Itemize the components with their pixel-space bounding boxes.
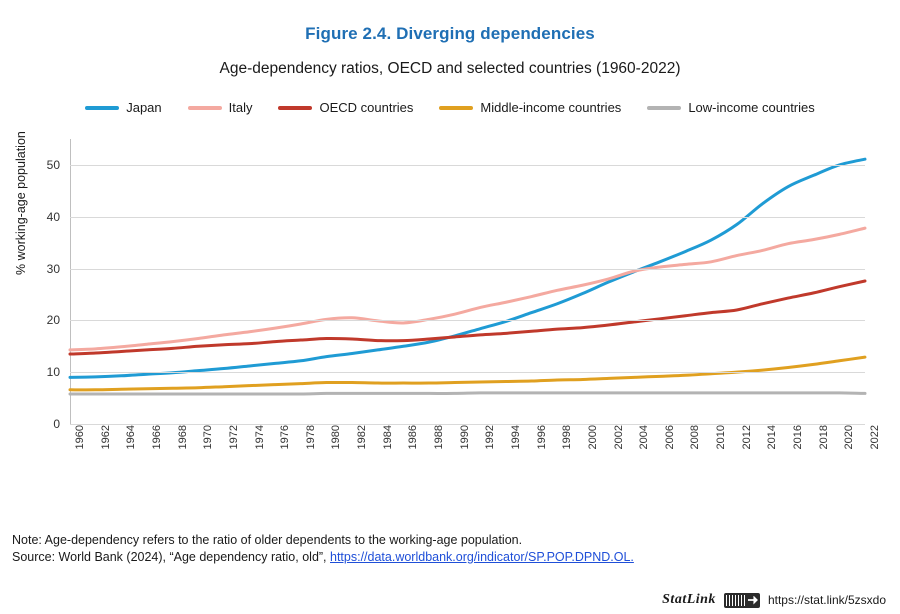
x-tick-label: 1978 [304, 425, 317, 450]
legend-item [439, 100, 621, 115]
x-tick-label: 2010 [715, 425, 728, 450]
legend-item [85, 100, 161, 115]
figure-notes [12, 532, 634, 566]
legend-swatch [439, 106, 473, 110]
y-axis-label: % working-age population [14, 131, 28, 275]
series-lines [70, 139, 865, 424]
source-link[interactable]: https://data.worldbank.org/indicator/SP.POP.DPND.OL. [330, 550, 634, 564]
statlink-url[interactable]: https://stat.link/5zsxdo [767, 593, 886, 607]
figure-title: Figure 2.4. Diverging dependencies [305, 24, 595, 43]
y-tick-label: 10 [46, 365, 60, 380]
source-prefix: Source: World Bank (2024), “Age dependency ratio, old”, [12, 550, 330, 564]
y-tick-label: 20 [46, 313, 60, 328]
legend-swatch [188, 106, 222, 110]
x-tick-label: 1964 [125, 425, 138, 450]
note-line: Note: Age-dependency refers to the ratio of older dependents to the working-age population. [12, 533, 523, 547]
x-tick-label: 1998 [561, 425, 574, 450]
x-tick-label: 1972 [227, 425, 240, 450]
x-tick-label: 1992 [484, 425, 497, 450]
legend-label: OECD countries [319, 100, 414, 115]
x-tick-label: 1984 [381, 425, 394, 450]
x-tick-label: 1988 [433, 425, 446, 450]
x-tick-label: 2022 [869, 425, 881, 450]
legend-swatch [278, 106, 312, 110]
x-tick-label: 1986 [407, 425, 420, 450]
x-tick-label: 1970 [202, 425, 215, 450]
x-tick-label: 2008 [689, 425, 702, 450]
legend-label: Low-income countries [688, 100, 815, 115]
x-tick-label: 1994 [509, 425, 522, 450]
gridline [70, 217, 865, 218]
x-tick-label: 2002 [612, 425, 625, 450]
legend-swatch [85, 106, 119, 110]
x-tick-label: 1980 [330, 425, 343, 450]
series-line [70, 281, 865, 354]
figure-subtitle: Age-dependency ratios, OECD and selected countries (1960-2022) [219, 60, 681, 77]
statlink-word: StatLink [662, 592, 716, 607]
chart-area [0, 125, 900, 485]
x-tick-label: 1974 [253, 425, 266, 450]
legend-item [647, 100, 814, 115]
series-line [70, 357, 865, 390]
y-tick-label: 50 [46, 157, 60, 172]
x-tick-label: 1968 [176, 425, 189, 450]
x-tick-label: 1990 [458, 425, 471, 450]
gridline [70, 372, 865, 373]
x-tick-label: 2018 [817, 425, 830, 450]
legend-label: Japan [126, 100, 162, 115]
x-tick-label: 1960 [74, 425, 86, 450]
legend-item [278, 100, 413, 115]
x-tick-label: 2016 [792, 425, 805, 450]
x-tick-label: 2014 [766, 425, 779, 450]
statlink[interactable] [662, 592, 886, 608]
x-tick-label: 2012 [740, 425, 753, 450]
gridline [70, 320, 865, 321]
y-tick-label: 30 [46, 261, 60, 276]
legend-label: Italy [228, 100, 253, 115]
legend-swatch [647, 106, 681, 110]
gridline [70, 269, 865, 270]
x-tick-label: 2004 [638, 425, 651, 450]
source-line [12, 549, 634, 566]
statlink-barcode-icon [724, 593, 760, 608]
y-tick-label: 0 [53, 417, 60, 431]
gridline [70, 165, 865, 166]
x-tick-label: 1982 [356, 425, 369, 450]
x-tick-label: 1996 [535, 425, 548, 450]
x-tick-label: 1962 [99, 425, 112, 450]
chart-legend [0, 100, 900, 115]
x-tick-label: 1976 [279, 425, 292, 450]
series-line [70, 393, 865, 394]
y-tick-label: 40 [46, 209, 60, 224]
legend-item [188, 100, 253, 115]
x-tick-label: 2000 [586, 425, 599, 450]
x-tick-label: 2006 [663, 425, 676, 450]
x-tick-label: 1966 [150, 425, 163, 450]
x-axis-ticks [70, 425, 881, 485]
plot-region [46, 139, 865, 431]
legend-label: Middle-income countries [480, 100, 622, 115]
x-tick-label: 2020 [843, 425, 856, 450]
